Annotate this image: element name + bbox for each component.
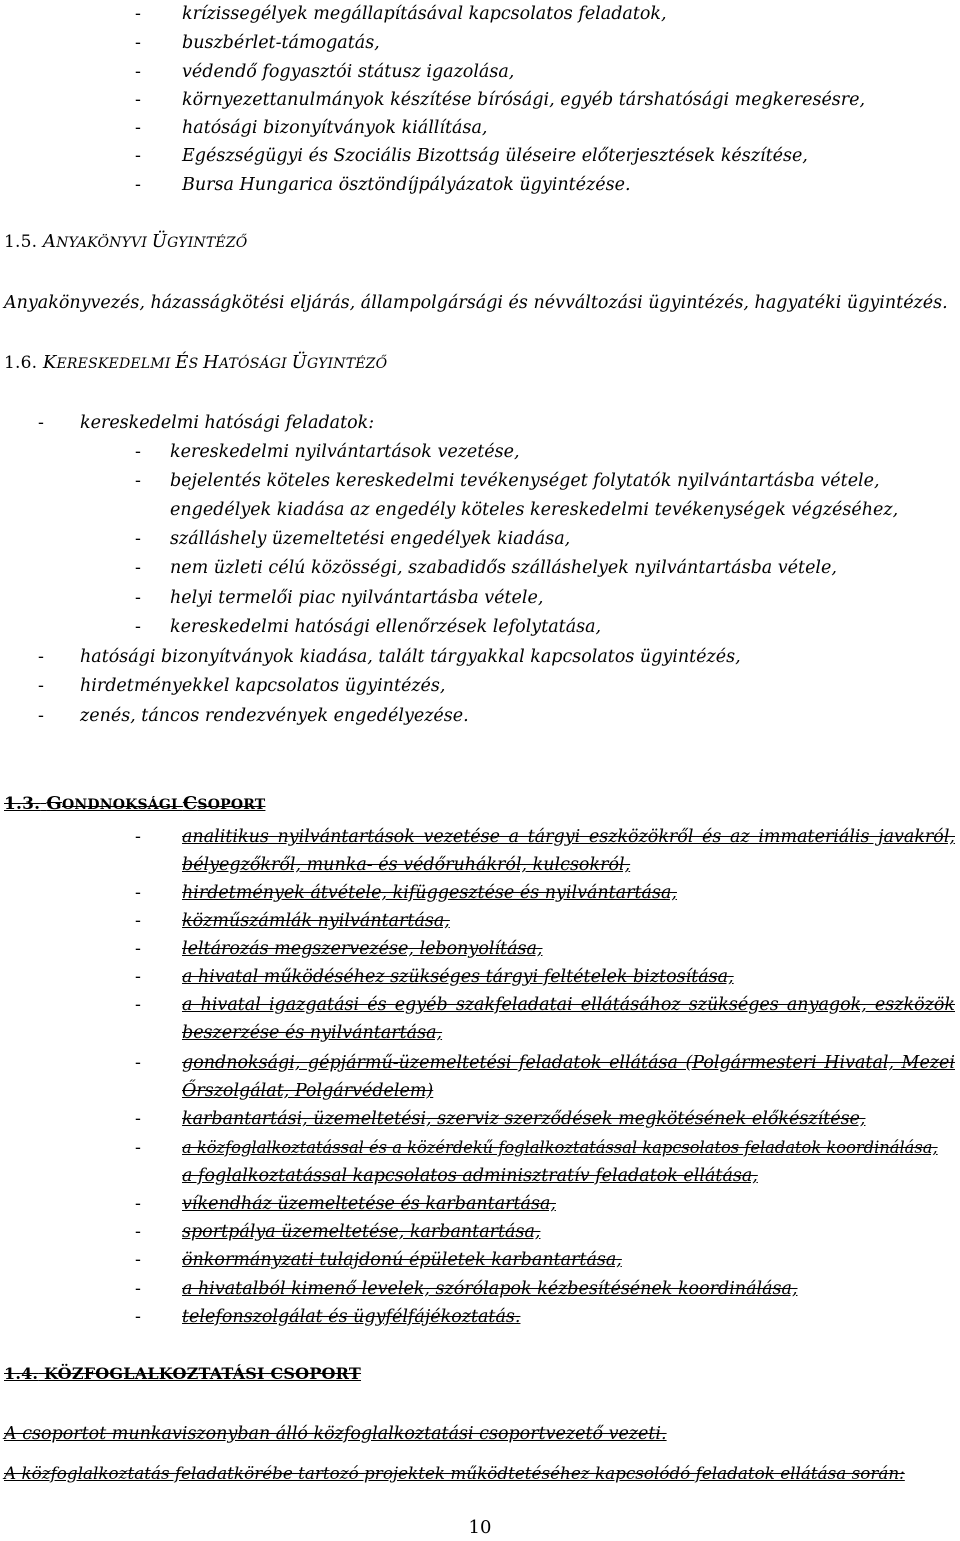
section-1-4-paragraph: A közfoglalkoztatás feladatkörébe tartozó projektek működtetéséhez kapcsolódó feladatok ellátása során: [4, 1463, 905, 1483]
list-dash: - [135, 1307, 141, 1327]
section-1-4-paragraph: A csoportot munkaviszonyban álló közfoglalkoztatási csoportvezető vezeti. [4, 1424, 667, 1444]
list-dash: - [135, 617, 141, 637]
list-dash: - [135, 62, 141, 82]
list-dash: - [135, 146, 141, 166]
list-dash: - [135, 90, 141, 110]
list-item: környezettanulmányok készítése bírósági, egyéb társhatósági megkeresésre, [182, 90, 866, 110]
list-dash: - [135, 939, 141, 959]
list-item: a hivatalból kimenő levelek, szórólapok kézbesítésének koordinálása, [182, 1279, 798, 1299]
list-dash: - [135, 1194, 141, 1214]
list-dash: - [135, 558, 141, 578]
list-dash: - [135, 442, 141, 462]
list-dash: - [135, 883, 141, 903]
list-item: a hivatal működéséhez szükséges tárgyi feltételek biztosítása, [182, 967, 734, 987]
list-dash: - [135, 967, 141, 987]
section-heading-1-3: 1.3. GONDNOKSÁGI CSOPORT [4, 793, 266, 814]
list-item: önkormányzati tulajdonú épületek karbantartása, [182, 1250, 622, 1270]
list-item: krízissegélyek megállapításával kapcsolatos feladatok, [182, 4, 667, 24]
list-item: kereskedelmi nyilvántartások vezetése, [170, 442, 520, 462]
list-item: hatósági bizonyítványok kiállítása, [182, 118, 488, 138]
list-dash: - [38, 413, 44, 433]
list-item: Bursa Hungarica ösztöndíjpályázatok ügyintézése. [182, 175, 631, 195]
section-heading-1-4: 1.4. KÖZFOGLALKOZTATÁSI CSOPORT [4, 1364, 362, 1383]
list-item: a foglalkoztatással kapcsolatos adminisztratív feladatok ellátása, [182, 1166, 758, 1186]
list-dash: - [135, 1109, 141, 1129]
list-item: hirdetmények átvétele, kifüggesztése és nyilvántartása, [182, 883, 677, 903]
list-dash: - [135, 1250, 141, 1270]
list-dash: - [135, 471, 141, 491]
list-dash: - [38, 706, 44, 726]
list-dash: - [38, 647, 44, 667]
list-item: bélyegzőkről, munka- és védőruhákról, kulcsokról, [182, 855, 631, 875]
list-item: analitikus nyilvántartások vezetése a tárgyi eszközökről és az immateriális javakról, [182, 827, 955, 847]
list-item: buszbérlet-támogatás, [182, 33, 380, 53]
list-dash: - [38, 676, 44, 696]
list-dash: - [135, 118, 141, 138]
list-item: hirdetményekkel kapcsolatos ügyintézés, [80, 676, 446, 696]
list-item: helyi termelői piac nyilvántartásba vétele, [170, 588, 544, 608]
list-dash: - [135, 1279, 141, 1299]
list-dash: - [135, 1053, 141, 1073]
list-dash: - [135, 1222, 141, 1242]
list-item: szálláshely üzemeltetési engedélyek kiadása, [170, 529, 571, 549]
list-item: leltározás megszervezése, lebonyolítása, [182, 939, 543, 959]
list-item: védendő fogyasztói státusz igazolása, [182, 62, 515, 82]
list-item: beszerzése és nyilvántartása, [182, 1023, 443, 1043]
list-item: hatósági bizonyítványok kiadása, talált tárgyakkal kapcsolatos ügyintézés, [80, 647, 741, 667]
list-dash: - [135, 588, 141, 608]
list-item: víkendház üzemeltetése és karbantartása, [182, 1194, 556, 1214]
list-dash: - [135, 529, 141, 549]
page-number: 10 [468, 1517, 492, 1538]
list-item: karbantartási, üzemeltetési, szerviz szerződések megkötésének előkészítése, [182, 1109, 866, 1129]
list-dash: - [135, 827, 141, 847]
list-item: Egészségügyi és Szociális Bizottság üléseire előterjesztések készítése, [182, 146, 808, 166]
list-item: engedélyek kiadása az engedély köteles kereskedelmi tevékenységek végzéséhez, [170, 500, 899, 520]
list-dash: - [135, 995, 141, 1015]
list-dash: - [135, 33, 141, 53]
list-item: sportpálya üzemeltetése, karbantartása, [182, 1222, 541, 1242]
list-item: a hivatal igazgatási és egyéb szakfeladatai ellátásához szükséges anyagok, eszközök [182, 995, 955, 1015]
list-item: gondnoksági, gépjármű-üzemeltetési feladatok ellátása (Polgármesteri Hivatal, Mezei [182, 1053, 955, 1073]
list-item: zenés, táncos rendezvények engedélyezése. [80, 706, 469, 726]
list-dash: - [135, 1138, 141, 1158]
list-item: kereskedelmi hatósági feladatok: [80, 413, 375, 433]
section-heading-1-6: 1.6. KERESKEDELMI ÉS HATÓSÁGI ÜGYINTÉZŐ [4, 352, 388, 373]
list-item: telefonszolgálat és ügyfélfájékoztatás. [182, 1307, 521, 1327]
list-item: Őrszolgálat, Polgárvédelem) [182, 1081, 434, 1101]
list-item: kereskedelmi hatósági ellenőrzések lefolytatása, [170, 617, 602, 637]
list-item: közműszámlák nyilvántartása, [182, 911, 450, 931]
list-item: bejelentés köteles kereskedelmi tevékenységet folytatók nyilvántartásba vétele, [170, 471, 880, 491]
list-item: nem üzleti célú közösségi, szabadidős szálláshelyek nyilvántartásba vétele, [170, 558, 837, 578]
list-dash: - [135, 4, 141, 24]
list-dash: - [135, 911, 141, 931]
list-dash: - [135, 175, 141, 195]
section-1-5-text: Anyakönyvezés, házasságkötési eljárás, állampolgársági és névváltozási ügyintézés, hagyatéki ügyintézés. [4, 293, 948, 313]
section-heading-1-5: 1.5. ANYAKÖNYVI ÜGYINTÉZŐ [4, 231, 248, 252]
list-item: a közfoglalkoztatással és a közérdekű foglalkoztatással kapcsolatos feladatok koordinálása, [182, 1138, 938, 1157]
